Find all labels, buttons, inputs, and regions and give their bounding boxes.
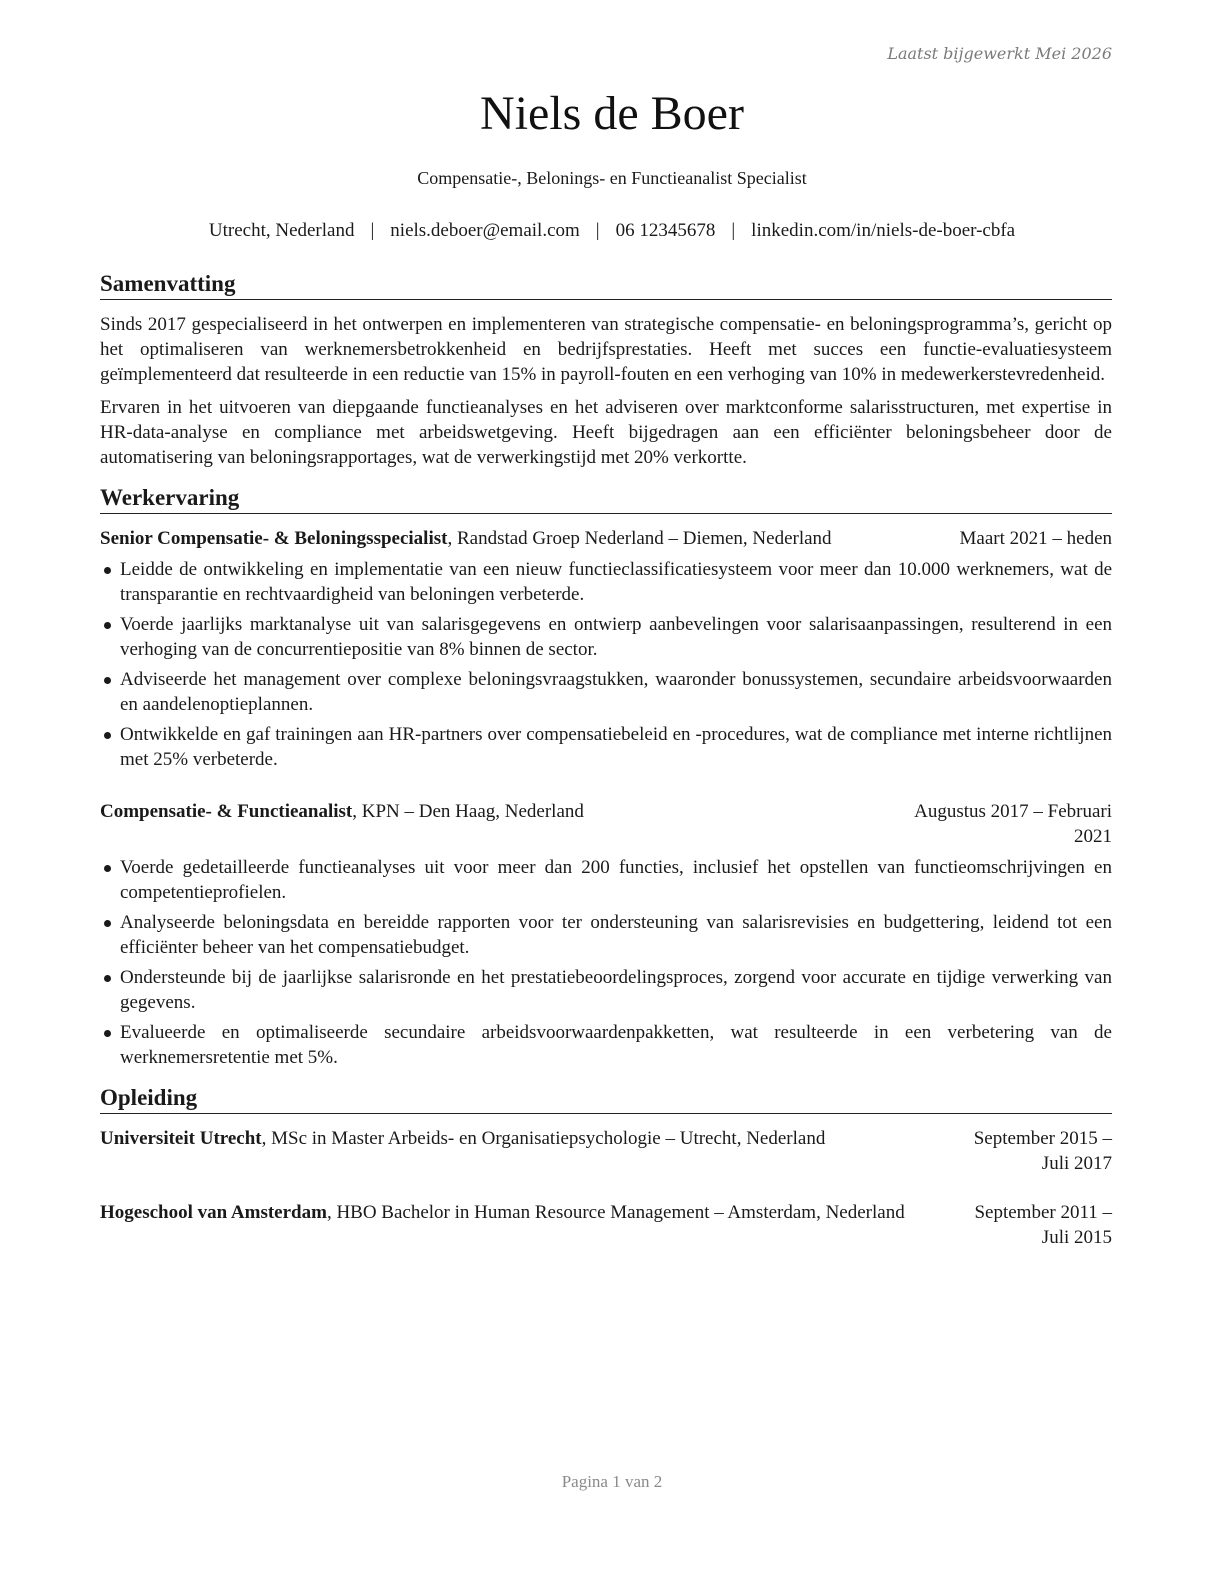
job-entry: [100, 526, 1112, 772]
job-role: Compensatie- & Functieanalist: [100, 801, 353, 822]
contact-email[interactable]: niels.deboer@email.com: [390, 220, 580, 241]
education-school: Universiteit Utrecht: [100, 1128, 262, 1149]
job-bullet: Ontwikkelde en gaf trainingen aan HR-partners over compensatiebeleid en -procedures, wat de compliance met interne richtlijnen met 25% verbeterde.: [100, 722, 1112, 772]
job-bullet: Evalueerde en optimaliseerde secundaire arbeidsvoorwaardenpakketten, wat resulteerde in een verbetering van de werknemersretentie met 5%.: [100, 1020, 1112, 1070]
separator: |: [370, 220, 375, 241]
education-degree: , MSc in Master Arbeids- en Organisatiepsychologie – Utrecht, Nederland: [261, 1128, 826, 1149]
education-date: September 2011 – Juli 2015: [974, 1202, 1112, 1248]
job-bullet: Adviseerde het management over complexe beloningsvraagstukken, waaronder bonussystemen, secundaire arbeidsvoorwaarden en aandelenoptieplannen.: [100, 667, 1112, 717]
job-header: [100, 799, 1112, 849]
candidate-name: Niels de Boer: [480, 87, 744, 140]
job-header: [100, 526, 1112, 551]
job-role: Senior Compensatie- & Beloningsspecialist: [100, 528, 448, 549]
job-bullet: Leidde de ontwikkeling en implementatie van een nieuw functieclassificatiesysteem voor meer dan 10.000 werknemers, wat de transparantie en rechtvaardigheid van beloningen verbeterde.: [100, 557, 1112, 607]
page-number: Pagina 1 van 2: [561, 1472, 663, 1491]
job-company: , Randstad Groep Nederland – Diemen, Nederland: [447, 528, 832, 549]
separator: |: [731, 220, 736, 241]
job-bullets: [100, 855, 1112, 1070]
job-bullets: [100, 557, 1112, 772]
job-title: Compensatie-, Belonings- en Functieanalist Specialist: [417, 168, 807, 188]
section-title-education: Opleiding: [100, 1084, 1112, 1114]
job-company: , KPN – Den Haag, Nederland: [352, 801, 584, 822]
job-date: Maart 2021 – heden: [959, 528, 1112, 549]
job-entry: [100, 799, 1112, 1070]
education-degree: , HBO Bachelor in Human Resource Management – Amsterdam, Nederland: [326, 1202, 905, 1223]
contact-line: [0, 220, 1224, 242]
education-entry: [100, 1200, 1112, 1250]
contact-phone: 06 12345678: [615, 220, 716, 241]
job-bullet: Analyseerde beloningsdata en bereidde rapporten voor ter ondersteuning van salarisrevisies en budgettering, leidend tot een efficiënter beheer van het compensatiebudget.: [100, 910, 1112, 960]
resume-content: [100, 270, 1112, 1250]
education-school: Hogeschool van Amsterdam: [100, 1202, 327, 1223]
summary-paragraph: Sinds 2017 gespecialiseerd in het ontwerpen en implementeren van strategische compensatie- en beloningsprogramma’s, gericht op het optimaliseren van werknemersbetrokkenheid en bedrijfsprestaties. Heeft met succes een functie-evaluatiesysteem geïmplementeerd dat resulteerde in een reductie van 15% in payroll-fouten en een verhoging van 10% in medewerkerstevredenheid.: [100, 314, 1112, 385]
summary-paragraph: Ervaren in het uitvoeren van diepgaande functieanalyses en het adviseren over marktconforme salarisstructuren, met expertise in HR-data-analyse en compliance met arbeidswetgeving. Heeft bijgedragen aan een efficiënter beloningsbeheer door de automatisering van beloningsrapportages, wat de verwerkingstijd met 20% verkortte.: [100, 397, 1112, 468]
separator: |: [595, 220, 600, 241]
job-bullet: Voerde gedetailleerde functieanalyses uit voor meer dan 200 functies, inclusief het opstellen van functieomschrijvingen en competentieprofielen.: [100, 855, 1112, 905]
job-bullet: Voerde jaarlijks marktanalyse uit van salarisgegevens en ontwierp aanbevelingen voor salarisaanpassingen, resulterend in een verhoging van de concurrentiepositie van 8% binnen de sector.: [100, 612, 1112, 662]
education-date: September 2015 – Juli 2017: [973, 1128, 1112, 1174]
contact-location: Utrecht, Nederland: [208, 220, 355, 241]
section-title-experience: Werkervaring: [100, 484, 1112, 514]
job-date: Augustus 2017 – Februari 2021: [914, 801, 1112, 847]
education-header: [100, 1200, 1112, 1250]
section-title-summary: Samenvatting: [100, 270, 1112, 300]
last-updated: Laatst bijgewerkt Mei 2026: [887, 44, 1112, 63]
education-header: [100, 1126, 1112, 1176]
job-bullet: Ondersteunde bij de jaarlijkse salarisronde en het prestatiebeoordelingsproces, zorgend voor accurate en tijdige verwerking van gegevens.: [100, 965, 1112, 1015]
contact-linkedin[interactable]: linkedin.com/in/niels-de-boer-cbfa: [751, 220, 1016, 241]
education-entry: [100, 1126, 1112, 1176]
